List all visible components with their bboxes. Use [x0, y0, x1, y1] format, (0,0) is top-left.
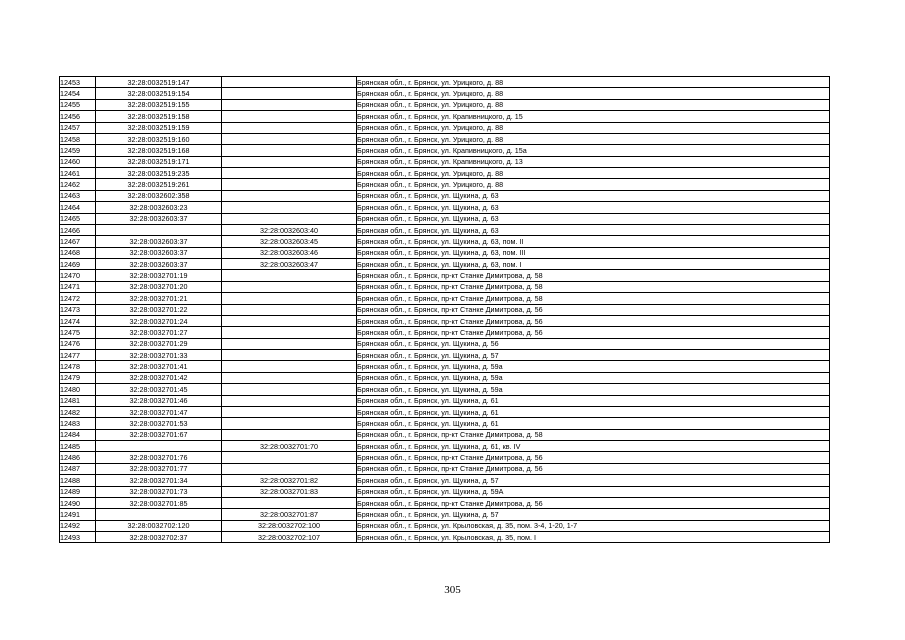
address-cell: Брянская обл., г. Брянск, ул. Крапивницкого, д. 15а	[357, 145, 830, 156]
address-cell: Брянская обл., г. Брянск, пр-кт Станке Димитрова, д. 56	[357, 452, 830, 463]
table-row	[60, 111, 830, 122]
table-row	[60, 168, 830, 179]
row-number-cell: 12467	[60, 236, 96, 247]
address-cell: Брянская обл., г. Брянск, ул. Щукина, д. 63	[357, 190, 830, 201]
table-row	[60, 452, 830, 463]
table-row	[60, 532, 830, 543]
row-number-cell: 12478	[60, 361, 96, 372]
parent-cadastral-number-cell	[222, 145, 357, 156]
cadastral-number-cell: 32:28:0032519:158	[96, 111, 222, 122]
row-number-cell: 12466	[60, 224, 96, 235]
address-cell: Брянская обл., г. Брянск, ул. Щукина, д. 59а	[357, 361, 830, 372]
row-number-cell: 12457	[60, 122, 96, 133]
parent-cadastral-number-cell	[222, 429, 357, 440]
cadastral-number-cell: 32:28:0032701:21	[96, 293, 222, 304]
table-row	[60, 122, 830, 133]
address-cell: Брянская обл., г. Брянск, пр-кт Станке Димитрова, д. 58	[357, 270, 830, 281]
parent-cadastral-number-cell	[222, 452, 357, 463]
row-number-cell: 12484	[60, 429, 96, 440]
parent-cadastral-number-cell	[222, 202, 357, 213]
parent-cadastral-number-cell	[222, 156, 357, 167]
row-number-cell: 12471	[60, 281, 96, 292]
cadastral-number-cell: 32:28:0032603:37	[96, 259, 222, 270]
cadastral-number-cell: 32:28:0032519:155	[96, 99, 222, 110]
parent-cadastral-number-cell	[222, 281, 357, 292]
address-cell: Брянская обл., г. Брянск, ул. Щукина, д. 61	[357, 395, 830, 406]
table-row	[60, 372, 830, 383]
cadastral-number-cell: 32:28:0032701:77	[96, 463, 222, 474]
table-row	[60, 418, 830, 429]
row-number-cell: 12453	[60, 77, 96, 88]
table-row	[60, 145, 830, 156]
address-cell: Брянская обл., г. Брянск, пр-кт Станке Димитрова, д. 56	[357, 304, 830, 315]
table-row	[60, 315, 830, 326]
address-cell: Брянская обл., г. Брянск, пр-кт Станке Димитрова, д. 58	[357, 281, 830, 292]
table-row	[60, 475, 830, 486]
cadastral-number-cell: 32:28:0032701:42	[96, 372, 222, 383]
cadastral-number-cell: 32:28:0032603:37	[96, 247, 222, 258]
row-number-cell: 12477	[60, 350, 96, 361]
cadastral-number-cell	[96, 441, 222, 452]
address-cell: Брянская обл., г. Брянск, ул. Урицкого, д. 88	[357, 77, 830, 88]
parent-cadastral-number-cell	[222, 293, 357, 304]
cadastral-number-cell: 32:28:0032701:76	[96, 452, 222, 463]
parent-cadastral-number-cell: 32:28:0032701:83	[222, 486, 357, 497]
parent-cadastral-number-cell	[222, 372, 357, 383]
cadastral-number-cell: 32:28:0032603:23	[96, 202, 222, 213]
row-number-cell: 12476	[60, 338, 96, 349]
address-cell: Брянская обл., г. Брянск, ул. Щукина, д. 59а	[357, 384, 830, 395]
parent-cadastral-number-cell	[222, 99, 357, 110]
address-cell: Брянская обл., г. Брянск, ул. Щукина, д. 57	[357, 509, 830, 520]
parent-cadastral-number-cell	[222, 350, 357, 361]
address-cell: Брянская обл., г. Брянск, ул. Щукина, д. 63, пом. II	[357, 236, 830, 247]
parent-cadastral-number-cell: 32:28:0032702:107	[222, 532, 357, 543]
table-row	[60, 224, 830, 235]
parent-cadastral-number-cell	[222, 77, 357, 88]
address-cell: Брянская обл., г. Брянск, пр-кт Станке Димитрова, д. 56	[357, 327, 830, 338]
row-number-cell: 12456	[60, 111, 96, 122]
cadastral-number-cell: 32:28:0032519:147	[96, 77, 222, 88]
row-number-cell: 12468	[60, 247, 96, 258]
cadastral-number-cell: 32:28:0032701:22	[96, 304, 222, 315]
row-number-cell: 12459	[60, 145, 96, 156]
address-cell: Брянская обл., г. Брянск, ул. Щукина, д. 57	[357, 350, 830, 361]
parent-cadastral-number-cell	[222, 179, 357, 190]
cadastral-number-cell: 32:28:0032701:24	[96, 315, 222, 326]
row-number-cell: 12489	[60, 486, 96, 497]
row-number-cell: 12455	[60, 99, 96, 110]
parent-cadastral-number-cell	[222, 190, 357, 201]
table-row	[60, 384, 830, 395]
table-row	[60, 133, 830, 144]
parent-cadastral-number-cell	[222, 406, 357, 417]
cadastral-number-cell: 32:28:0032519:261	[96, 179, 222, 190]
row-number-cell: 12481	[60, 395, 96, 406]
cadastral-number-cell: 32:28:0032519:168	[96, 145, 222, 156]
parent-cadastral-number-cell	[222, 168, 357, 179]
parent-cadastral-number-cell	[222, 463, 357, 474]
address-cell: Брянская обл., г. Брянск, ул. Урицкого, д. 88	[357, 122, 830, 133]
table-row	[60, 156, 830, 167]
row-number-cell: 12480	[60, 384, 96, 395]
address-cell: Брянская обл., г. Брянск, пр-кт Станке Димитрова, д. 58	[357, 293, 830, 304]
cadastral-number-cell: 32:28:0032701:29	[96, 338, 222, 349]
parent-cadastral-number-cell	[222, 395, 357, 406]
cadastral-number-cell: 32:28:0032701:33	[96, 350, 222, 361]
address-cell: Брянская обл., г. Брянск, ул. Крыловская, д. 35, пом. 3-4, 1-20, 1-7	[357, 520, 830, 531]
parent-cadastral-number-cell: 32:28:0032702:100	[222, 520, 357, 531]
address-cell: Брянская обл., г. Брянск, ул. Крапивницкого, д. 13	[357, 156, 830, 167]
address-cell: Брянская обл., г. Брянск, пр-кт Станке Димитрова, д. 58	[357, 429, 830, 440]
cadastral-number-cell: 32:28:0032702:37	[96, 532, 222, 543]
table-row	[60, 338, 830, 349]
parent-cadastral-number-cell: 32:28:0032701:87	[222, 509, 357, 520]
page-number: 305	[444, 584, 461, 596]
cadastral-number-cell: 32:28:0032701:45	[96, 384, 222, 395]
row-number-cell: 12491	[60, 509, 96, 520]
table-row	[60, 179, 830, 190]
table-row	[60, 406, 830, 417]
address-cell: Брянская обл., г. Брянск, ул. Щукина, д. 56	[357, 338, 830, 349]
row-number-cell: 12464	[60, 202, 96, 213]
parent-cadastral-number-cell	[222, 418, 357, 429]
address-cell: Брянская обл., г. Брянск, ул. Урицкого, д. 88	[357, 179, 830, 190]
cadastral-number-cell: 32:28:0032519:159	[96, 122, 222, 133]
parent-cadastral-number-cell	[222, 361, 357, 372]
table-row	[60, 509, 830, 520]
row-number-cell: 12463	[60, 190, 96, 201]
address-cell: Брянская обл., г. Брянск, ул. Щукина, д. 59А	[357, 486, 830, 497]
cadastral-number-cell: 32:28:0032602:358	[96, 190, 222, 201]
parent-cadastral-number-cell	[222, 304, 357, 315]
row-number-cell: 12475	[60, 327, 96, 338]
row-number-cell: 12460	[60, 156, 96, 167]
table-row	[60, 429, 830, 440]
cadastral-number-cell: 32:28:0032701:67	[96, 429, 222, 440]
row-number-cell: 12472	[60, 293, 96, 304]
table-row	[60, 497, 830, 508]
table-row	[60, 463, 830, 474]
parent-cadastral-number-cell: 32:28:0032603:47	[222, 259, 357, 270]
parent-cadastral-number-cell	[222, 384, 357, 395]
row-number-cell: 12474	[60, 315, 96, 326]
row-number-cell: 12488	[60, 475, 96, 486]
parent-cadastral-number-cell: 32:28:0032603:46	[222, 247, 357, 258]
table-row	[60, 247, 830, 258]
cadastral-number-cell: 32:28:0032701:85	[96, 497, 222, 508]
cadastral-number-cell	[96, 224, 222, 235]
cadastral-number-cell: 32:28:0032701:34	[96, 475, 222, 486]
parent-cadastral-number-cell	[222, 122, 357, 133]
table-row	[60, 281, 830, 292]
row-number-cell: 12486	[60, 452, 96, 463]
cadastral-number-cell: 32:28:0032603:37	[96, 236, 222, 247]
row-number-cell: 12470	[60, 270, 96, 281]
row-number-cell: 12492	[60, 520, 96, 531]
address-cell: Брянская обл., г. Брянск, ул. Щукина, д. 57	[357, 475, 830, 486]
cadastral-number-cell: 32:28:0032701:19	[96, 270, 222, 281]
row-number-cell: 12483	[60, 418, 96, 429]
cadastral-number-cell: 32:28:0032701:47	[96, 406, 222, 417]
table-row	[60, 304, 830, 315]
cadastral-number-cell	[96, 509, 222, 520]
row-number-cell: 12482	[60, 406, 96, 417]
table-row	[60, 88, 830, 99]
parent-cadastral-number-cell: 32:28:0032603:40	[222, 224, 357, 235]
row-number-cell: 12465	[60, 213, 96, 224]
row-number-cell: 12487	[60, 463, 96, 474]
cadastral-number-cell: 32:28:0032702:120	[96, 520, 222, 531]
table-row	[60, 190, 830, 201]
cadastral-number-cell: 32:28:0032519:171	[96, 156, 222, 167]
address-cell: Брянская обл., г. Брянск, пр-кт Станке Димитрова, д. 56	[357, 497, 830, 508]
address-cell: Брянская обл., г. Брянск, ул. Крыловская, д. 35, пом. I	[357, 532, 830, 543]
address-cell: Брянская обл., г. Брянск, ул. Урицкого, д. 88	[357, 99, 830, 110]
parent-cadastral-number-cell	[222, 338, 357, 349]
table-row	[60, 259, 830, 270]
address-cell: Брянская обл., г. Брянск, пр-кт Станке Димитрова, д. 56	[357, 315, 830, 326]
row-number-cell: 12458	[60, 133, 96, 144]
address-cell: Брянская обл., г. Брянск, ул. Щукина, д. 63	[357, 202, 830, 213]
cadastral-number-cell: 32:28:0032701:20	[96, 281, 222, 292]
table-row	[60, 441, 830, 452]
address-cell: Брянская обл., г. Брянск, ул. Щукина, д. 61	[357, 418, 830, 429]
address-cell: Брянская обл., г. Брянск, пр-кт Станке Димитрова, д. 56	[357, 463, 830, 474]
parent-cadastral-number-cell: 32:28:0032701:82	[222, 475, 357, 486]
parent-cadastral-number-cell	[222, 315, 357, 326]
cadastral-number-cell: 32:28:0032701:53	[96, 418, 222, 429]
address-cell: Брянская обл., г. Брянск, ул. Щукина, д. 63	[357, 213, 830, 224]
table-row	[60, 99, 830, 110]
parent-cadastral-number-cell	[222, 133, 357, 144]
table-row	[60, 270, 830, 281]
address-cell: Брянская обл., г. Брянск, ул. Урицкого, д. 88	[357, 133, 830, 144]
row-number-cell: 12454	[60, 88, 96, 99]
parent-cadastral-number-cell: 32:28:0032701:70	[222, 441, 357, 452]
row-number-cell: 12462	[60, 179, 96, 190]
parent-cadastral-number-cell	[222, 270, 357, 281]
table-row	[60, 361, 830, 372]
parent-cadastral-number-cell	[222, 111, 357, 122]
table-body	[60, 77, 830, 543]
table-row	[60, 293, 830, 304]
address-cell: Брянская обл., г. Брянск, ул. Щукина, д. 59а	[357, 372, 830, 383]
cadastral-number-cell: 32:28:0032519:154	[96, 88, 222, 99]
table-row	[60, 520, 830, 531]
table-row	[60, 77, 830, 88]
address-cell: Брянская обл., г. Брянск, ул. Щукина, д. 63	[357, 224, 830, 235]
row-number-cell: 12493	[60, 532, 96, 543]
cadastral-number-cell: 32:28:0032603:37	[96, 213, 222, 224]
row-number-cell: 12473	[60, 304, 96, 315]
document-table-container	[59, 76, 830, 543]
row-number-cell: 12485	[60, 441, 96, 452]
table-row	[60, 395, 830, 406]
cadastral-registry-table	[59, 76, 830, 543]
table-row	[60, 486, 830, 497]
table-row	[60, 350, 830, 361]
cadastral-number-cell: 32:28:0032519:160	[96, 133, 222, 144]
address-cell: Брянская обл., г. Брянск, ул. Урицкого, д. 88	[357, 88, 830, 99]
address-cell: Брянская обл., г. Брянск, ул. Щукина, д. 63, пом. I	[357, 259, 830, 270]
parent-cadastral-number-cell	[222, 497, 357, 508]
parent-cadastral-number-cell	[222, 327, 357, 338]
table-row	[60, 236, 830, 247]
address-cell: Брянская обл., г. Брянск, ул. Щукина, д. 61	[357, 406, 830, 417]
address-cell: Брянская обл., г. Брянск, ул. Щукина, д. 63, пом. III	[357, 247, 830, 258]
row-number-cell: 12461	[60, 168, 96, 179]
row-number-cell: 12490	[60, 497, 96, 508]
cadastral-number-cell: 32:28:0032701:73	[96, 486, 222, 497]
table-row	[60, 213, 830, 224]
parent-cadastral-number-cell	[222, 88, 357, 99]
table-row	[60, 202, 830, 213]
row-number-cell: 12479	[60, 372, 96, 383]
parent-cadastral-number-cell	[222, 213, 357, 224]
cadastral-number-cell: 32:28:0032701:27	[96, 327, 222, 338]
cadastral-number-cell: 32:28:0032519:235	[96, 168, 222, 179]
address-cell: Брянская обл., г. Брянск, ул. Урицкого, д. 88	[357, 168, 830, 179]
cadastral-number-cell: 32:28:0032701:46	[96, 395, 222, 406]
address-cell: Брянская обл., г. Брянск, ул. Крапивницкого, д. 15	[357, 111, 830, 122]
address-cell: Брянская обл., г. Брянск, ул. Щукина, д. 61, кв. IV	[357, 441, 830, 452]
row-number-cell: 12469	[60, 259, 96, 270]
cadastral-number-cell: 32:28:0032701:41	[96, 361, 222, 372]
parent-cadastral-number-cell: 32:28:0032603:45	[222, 236, 357, 247]
table-row	[60, 327, 830, 338]
